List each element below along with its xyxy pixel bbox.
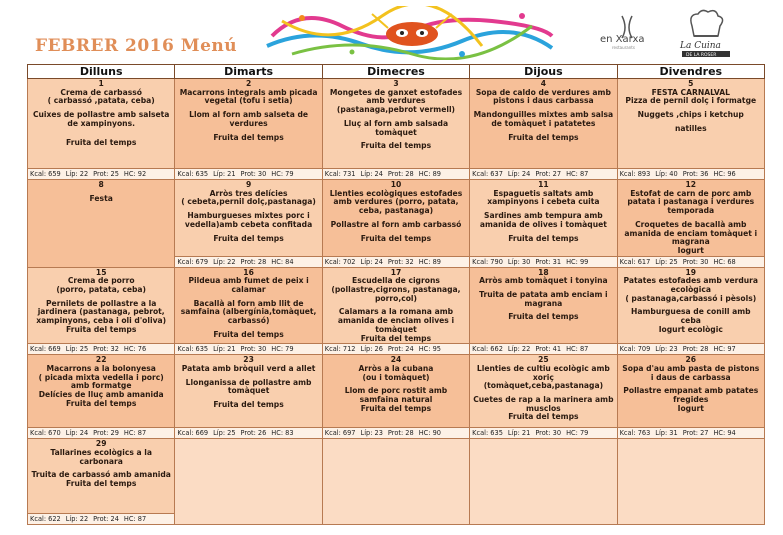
day-number: 4 <box>540 79 547 88</box>
day-number: 3 <box>393 79 399 88</box>
day-menu-text <box>618 180 764 256</box>
day-number: 8 <box>98 180 104 189</box>
day-menu-text <box>618 79 764 168</box>
day-cell <box>470 355 617 439</box>
empty-day-cell <box>617 439 764 525</box>
nutrition-hc: HC: 76 <box>123 345 147 354</box>
day-cell <box>322 180 469 268</box>
en-xarxa-logo <box>598 14 668 50</box>
nutrition-info <box>28 343 174 354</box>
nutrition-lip: Líp: 22 <box>65 170 89 178</box>
svg-text:La Cuina: La Cuina <box>680 41 721 51</box>
nutrition-kcal: Kcal: 670 <box>30 429 61 438</box>
day-cell <box>322 79 469 180</box>
day-cell <box>175 267 322 355</box>
day-number: 17 <box>390 267 402 277</box>
nutrition-lip: Líp: 21 <box>213 345 236 354</box>
dish-line: Fruita del temps <box>66 398 137 408</box>
day-menu-text <box>175 180 321 256</box>
nutrition-hc: HC: 92 <box>123 170 147 178</box>
day-cell <box>617 79 764 180</box>
day-number: 5 <box>688 79 694 88</box>
nutrition-prot: Prot: 41 <box>535 345 562 354</box>
nutrition-hc: HC: 94 <box>713 429 736 438</box>
day-cell <box>470 180 617 268</box>
nutrition-kcal: Kcal: 622 <box>30 515 61 524</box>
header-divendres: Divendres <box>617 65 764 79</box>
nutrition-kcal: Kcal: 635 <box>177 345 209 354</box>
nutrition-prot: Prot: 36 <box>682 170 709 178</box>
nutrition-info <box>618 256 764 267</box>
nutrition-lip: Líp: 24 <box>360 257 383 266</box>
svg-text:DE LA ROSER: DE LA ROSER <box>686 53 717 58</box>
day-number: 11 <box>538 180 549 189</box>
nutrition-prot: Prot: 28 <box>682 345 709 354</box>
nutrition-kcal: Kcal: 712 <box>324 345 356 354</box>
week-row <box>28 439 765 525</box>
dish-line: Fruita del temps <box>508 412 579 422</box>
nutrition-kcal: Kcal: 662 <box>472 345 503 354</box>
day-menu <box>323 180 469 267</box>
dish-line: ( cebeta,pernil dolç,pastanaga) <box>181 197 316 207</box>
day-menu <box>470 355 616 438</box>
dish-line: Llenties ecològiques estofades amb verdures (porro, patata, ceba, pastanaga) <box>329 188 463 216</box>
nutrition-prot: Prot: 31 <box>535 257 562 266</box>
day-menu-text <box>28 79 174 168</box>
day-menu <box>175 180 321 267</box>
dish-line: Sardines amb tempura amb amanida de olives i tomàquet <box>479 211 607 229</box>
nutrition-lip: Líp: 22 <box>507 345 531 354</box>
dish-line: Llenties de cultiu ecològic amb xoriç (tomàquet,ceba,pastanaga) <box>476 363 610 391</box>
day-cell <box>28 439 175 525</box>
dish-line: Crema de porro <box>67 276 135 286</box>
nutrition-info <box>323 168 469 179</box>
day-menu <box>175 268 321 355</box>
nutrition-hc: HC: 87 <box>566 345 589 354</box>
dish-line: Pernilets de pollastre a la jardinera (pastanaga, pebrot, xampinyons, ceba i oli d'oliva) <box>36 298 167 326</box>
dish-line: Fruita del temps <box>213 132 284 142</box>
nutrition-prot: Prot: 24 <box>387 345 414 354</box>
day-menu <box>470 180 616 267</box>
dish-line: Lluç al forn amb salsada tomàquet <box>343 118 449 137</box>
day-number: 22 <box>95 355 107 365</box>
page-title: FEBRER 2016 Menú <box>35 36 238 56</box>
nutrition-kcal: Kcal: 635 <box>472 429 503 438</box>
nutrition-kcal: Kcal: 617 <box>619 257 651 266</box>
dish-line: Truita de carbassó amb amanida <box>31 470 171 480</box>
dish-line: Nuggets ,chips i ketchup <box>637 110 744 120</box>
empty-day-cell <box>175 439 322 525</box>
header-dijous: Dijous <box>470 65 617 79</box>
day-cell <box>28 180 175 268</box>
nutrition-kcal: Kcal: 697 <box>324 429 356 438</box>
day-number: 9 <box>245 180 252 189</box>
nutrition-hc: HC: 90 <box>418 429 441 438</box>
day-menu <box>175 79 321 179</box>
dish-line: Fruita del temps <box>213 233 284 243</box>
nutrition-info <box>175 168 321 179</box>
week-row <box>28 267 765 355</box>
nutrition-info <box>618 427 764 438</box>
dish-line: Truita de patata amb enciam i magrana <box>479 290 608 308</box>
nutrition-hc: HC: 89 <box>418 257 441 266</box>
nutrition-hc: HC: 79 <box>566 429 589 438</box>
day-number: 18 <box>538 267 549 277</box>
dish-line: (porro, patata, ceba) <box>56 285 147 295</box>
nutrition-prot: Prot: 32 <box>93 345 119 354</box>
nutrition-prot: Prot: 24 <box>93 515 119 524</box>
dish-line: Bacallà al forn amb llit de samfaina (albergínia,tomàquet, carbassó) <box>180 298 317 326</box>
dish-line: Hamburguesa de conill amb ceba <box>631 307 751 326</box>
nutrition-lip: Líp: 31 <box>655 429 678 438</box>
nutrition-lip: Líp: 23 <box>360 429 383 438</box>
header-dimarts: Dimarts <box>175 65 322 79</box>
day-number: 1 <box>98 79 104 88</box>
nutrition-prot: Prot: 27 <box>682 429 709 438</box>
day-menu-text <box>470 355 616 427</box>
empty-day-cell <box>322 439 469 525</box>
nutrition-kcal: Kcal: 790 <box>472 257 503 266</box>
week-row <box>28 79 765 180</box>
day-menu-text <box>323 355 469 427</box>
nutrition-hc: HC: 97 <box>713 345 736 354</box>
dish-line: ( picada mixta vedella i porc) amb formatge <box>38 372 164 391</box>
nutrition-hc: HC: 84 <box>271 257 294 266</box>
nutrition-hc: HC: 99 <box>566 257 589 266</box>
day-number: 25 <box>538 355 549 365</box>
dish-line: Sopa de caldo de verdures amb pistons i daus carbassa <box>475 87 611 106</box>
dish-line: Llonganissa de pollastre amb tomàquet <box>185 377 312 396</box>
nutrition-kcal: Kcal: 669 <box>177 429 209 438</box>
day-cell <box>322 267 469 355</box>
dish-line: Patates estofades amb verdura ecològica <box>623 276 759 295</box>
nutrition-hc: HC: 68 <box>713 257 736 266</box>
dish-line: Fruita del temps <box>360 233 432 243</box>
dish-line: Calamars a la romana amb amanida de enciam olives i tomàquet <box>337 307 455 334</box>
day-menu-text <box>323 180 469 256</box>
day-menu-text <box>175 268 321 344</box>
nutrition-info <box>175 343 321 354</box>
day-cell <box>175 180 322 268</box>
dish-line: Macarrons integrals amb picada vegetal (tofu i setia) <box>179 87 318 106</box>
dish-line: Croquetes de bacallà amb amanida de enciam tomàquet i magrana <box>624 219 758 247</box>
nutrition-prot: Prot: 32 <box>387 257 414 266</box>
nutrition-info <box>175 256 321 267</box>
dish-line: Crema de carbassó <box>60 87 142 97</box>
day-number: 10 <box>390 180 402 189</box>
dish-line: Pizza de pernil dolç i formatge <box>625 96 757 106</box>
nutrition-info <box>470 427 616 438</box>
dish-line: Fruita del temps <box>508 132 579 142</box>
nutrition-prot: Prot: 30 <box>535 429 562 438</box>
empty-day-cell <box>470 439 617 525</box>
nutrition-lip: Líp: 25 <box>655 257 678 266</box>
day-cell <box>470 79 617 180</box>
day-cell <box>617 180 764 268</box>
dish-line: Fruita del temps <box>66 479 137 489</box>
dish-line: Sopa d'au amb pasta de pistons i daus de carbassa <box>622 363 760 382</box>
nutrition-lip: Líp: 25 <box>213 429 236 438</box>
header-dimecres: Dimecres <box>322 65 469 79</box>
nutrition-lip: Líp: 24 <box>507 170 531 178</box>
day-cell <box>322 355 469 439</box>
day-number: 12 <box>685 180 697 189</box>
day-menu-text <box>323 268 469 344</box>
nutrition-info <box>470 168 616 179</box>
day-number: 24 <box>390 355 402 365</box>
nutrition-kcal: Kcal: 731 <box>324 170 356 178</box>
dish-line: (pollastre,cigrons, pastanaga, porro,col) <box>331 285 461 303</box>
carnival-banner-image <box>262 6 558 60</box>
header-dilluns: Dilluns <box>28 65 175 79</box>
day-cell <box>617 355 764 439</box>
day-menu <box>175 355 321 438</box>
day-cell <box>470 267 617 355</box>
nutrition-hc: HC: 96 <box>713 170 736 178</box>
day-number: 16 <box>243 267 254 277</box>
nutrition-info <box>470 256 616 267</box>
la-cuina-de-la-roser-logo <box>674 6 736 60</box>
day-menu <box>28 439 174 524</box>
day-cell <box>617 267 764 355</box>
nutrition-info <box>28 168 174 179</box>
nutrition-prot: Prot: 25 <box>93 170 119 178</box>
day-menu <box>323 355 469 438</box>
nutrition-prot: Prot: 30 <box>240 345 267 354</box>
dish-line: Fruita del temps <box>66 324 137 334</box>
nutrition-hc: HC: 79 <box>271 345 294 354</box>
nutrition-lip: Líp: 22 <box>213 257 236 266</box>
dish-line: Tallarines ecològics a la carbonara <box>50 447 152 466</box>
dish-line: Mandonguilles mixtes amb salsa de tomàquet i patatetes <box>473 110 614 128</box>
nutrition-lip: Líp: 21 <box>213 170 236 178</box>
nutrition-kcal: Kcal: 679 <box>177 257 209 266</box>
nutrition-kcal: Kcal: 763 <box>619 429 651 438</box>
day-menu <box>618 79 764 179</box>
day-menu <box>28 79 174 179</box>
dish-line: Fruita del temps <box>508 312 579 322</box>
nutrition-kcal: Kcal: 635 <box>177 170 209 178</box>
day-number: 29 <box>95 439 107 449</box>
nutrition-hc: HC: 79 <box>271 170 294 178</box>
dish-line: Fruita del temps <box>360 403 432 413</box>
day-menu <box>28 180 174 267</box>
day-menu-text <box>175 355 321 427</box>
nutrition-prot: Prot: 27 <box>535 170 562 178</box>
dish-line: Festa <box>89 193 113 203</box>
nutrition-lip: Líp: 24 <box>65 429 89 438</box>
nutrition-prot: Prot: 30 <box>240 170 267 178</box>
day-menu-text <box>470 268 616 344</box>
nutrition-hc: HC: 87 <box>123 515 147 524</box>
nutrition-hc: HC: 87 <box>566 170 589 178</box>
day-menu-text <box>28 180 174 267</box>
week-row <box>28 355 765 439</box>
dish-line: Arròs tres delícies <box>209 188 288 198</box>
nutrition-prot: Prot: 28 <box>387 170 414 178</box>
nutrition-lip: Líp: 25 <box>65 345 89 354</box>
day-number: 23 <box>243 355 254 365</box>
day-cell <box>28 355 175 439</box>
nutrition-hc: HC: 83 <box>271 429 294 438</box>
nutrition-prot: Prot: 28 <box>387 429 414 438</box>
day-menu <box>618 355 764 438</box>
dish-line: Iogurt <box>677 245 704 255</box>
day-menu-text <box>175 79 321 168</box>
nutrition-prot: Prot: 29 <box>93 429 119 438</box>
week-row <box>28 180 765 268</box>
dish-line: Delícies de lluç amb amanida <box>38 390 164 400</box>
dish-line: Iogurt ecològic <box>658 324 723 334</box>
dish-line: Macarrons a la bolonyesa <box>46 363 156 373</box>
nutrition-kcal: Kcal: 659 <box>30 170 61 178</box>
nutrition-info <box>470 343 616 354</box>
day-menu <box>618 268 764 355</box>
nutrition-hc: HC: 87 <box>123 429 147 438</box>
dish-line: (ou i tomàquet) <box>362 372 430 382</box>
nutrition-lip: Líp: 22 <box>65 515 89 524</box>
day-menu-text <box>323 79 469 168</box>
day-menu <box>618 180 764 267</box>
nutrition-info <box>618 343 764 354</box>
day-menu <box>323 268 469 355</box>
nutrition-lip: Líp: 30 <box>507 257 531 266</box>
nutrition-kcal: Kcal: 893 <box>619 170 651 178</box>
day-menu <box>28 268 174 355</box>
day-menu <box>28 355 174 438</box>
dish-line: Cuixes de pollastre amb salseta de xampinyons. <box>32 110 170 128</box>
dish-line: natilles <box>674 123 707 133</box>
nutrition-info <box>28 513 174 524</box>
day-number: 26 <box>685 355 697 365</box>
day-cell <box>28 267 175 355</box>
nutrition-kcal: Kcal: 637 <box>472 170 503 178</box>
day-menu-text <box>28 439 174 513</box>
day-cell <box>175 355 322 439</box>
nutrition-lip: Líp: 24 <box>360 170 383 178</box>
nutrition-kcal: Kcal: 702 <box>324 257 356 266</box>
day-menu-text <box>618 355 764 427</box>
day-menu-text <box>470 79 616 168</box>
dish-line: Llom de porc rostit amb samfaina natural <box>344 386 448 405</box>
day-menu-text <box>618 268 764 344</box>
nutrition-kcal: Kcal: 669 <box>30 345 61 354</box>
nutrition-info <box>175 427 321 438</box>
dish-line: FESTA CARNALVAL <box>651 87 730 97</box>
svg-text:en Xarxa: en Xarxa <box>600 34 645 45</box>
dish-line: Estofat de carn de porc amb patata i pastanaga i verdures temporada <box>627 188 755 216</box>
nutrition-info <box>323 427 469 438</box>
day-menu-text <box>28 268 174 344</box>
day-menu <box>323 79 469 179</box>
dish-line: Llom al forn amb salseta de verdures <box>189 110 309 128</box>
nutrition-kcal: Kcal: 709 <box>619 345 651 354</box>
dish-line: Fruita del temps <box>213 329 284 339</box>
dish-line: ( carbassó ,patata, ceba) <box>47 96 155 106</box>
svg-text:restaurants: restaurants <box>612 45 635 50</box>
nutrition-prot: Prot: 28 <box>240 257 267 266</box>
weekly-menu-table <box>27 64 765 525</box>
nutrition-prot: Prot: 30 <box>682 257 709 266</box>
dish-line: Fruita del temps <box>508 233 579 243</box>
day-number: 19 <box>685 267 697 277</box>
day-menu <box>470 268 616 355</box>
nutrition-lip: Líp: 23 <box>655 345 678 354</box>
nutrition-info <box>323 256 469 267</box>
dish-line: Fruita del temps <box>213 400 284 410</box>
nutrition-lip: Líp: 26 <box>360 345 383 354</box>
nutrition-info <box>323 343 469 354</box>
dish-line: Patata amb bròquil verd a allet <box>181 363 316 373</box>
day-menu-text <box>28 355 174 427</box>
dish-line: Fruita del temps <box>66 137 137 147</box>
nutrition-hc: HC: 89 <box>418 170 441 178</box>
dish-line: Fruita del temps <box>360 141 432 151</box>
dish-line: Mongetes de ganxet estofades amb verdures (pastanaga,pebrot vermell) <box>329 87 463 115</box>
day-menu <box>470 79 616 179</box>
dish-line: Pollastre al forn amb carbassó <box>330 219 462 229</box>
nutrition-lip: Líp: 40 <box>655 170 678 178</box>
dish-line: Fruita del temps <box>360 333 432 343</box>
day-number: 15 <box>95 267 107 277</box>
day-number: 2 <box>245 79 252 88</box>
dish-line: Escudella de cigrons <box>352 276 440 286</box>
dish-line: Pildeua amb fumet de peix i calamar <box>188 276 309 295</box>
dish-line: Pollastre empanat amb patates fregides <box>623 386 759 405</box>
nutrition-info <box>28 427 174 438</box>
nutrition-lip: Líp: 21 <box>507 429 531 438</box>
dish-line: Hamburgueses mixtes porc i vedella)amb cebeta confitada <box>184 211 313 229</box>
dish-line: Cuetes de rap a la marinera amb musclos <box>473 395 614 413</box>
nutrition-prot: Prot: 26 <box>240 429 267 438</box>
nutrition-hc: HC: 95 <box>418 345 441 354</box>
dish-line: Iogurt <box>677 403 704 413</box>
dish-line: ( pastanaga,carbassó i pèsols) <box>625 293 757 303</box>
dish-line: Arròs a la cubana <box>358 363 434 373</box>
dish-line: Arròs amb tomàquet i tonyina <box>479 276 608 286</box>
day-menu-text <box>470 180 616 256</box>
nutrition-info <box>618 168 764 179</box>
day-cell <box>28 79 175 180</box>
day-cell <box>175 79 322 180</box>
dish-line: Espaguetis saltats amb xampinyons i cebeta cuita <box>487 188 600 207</box>
